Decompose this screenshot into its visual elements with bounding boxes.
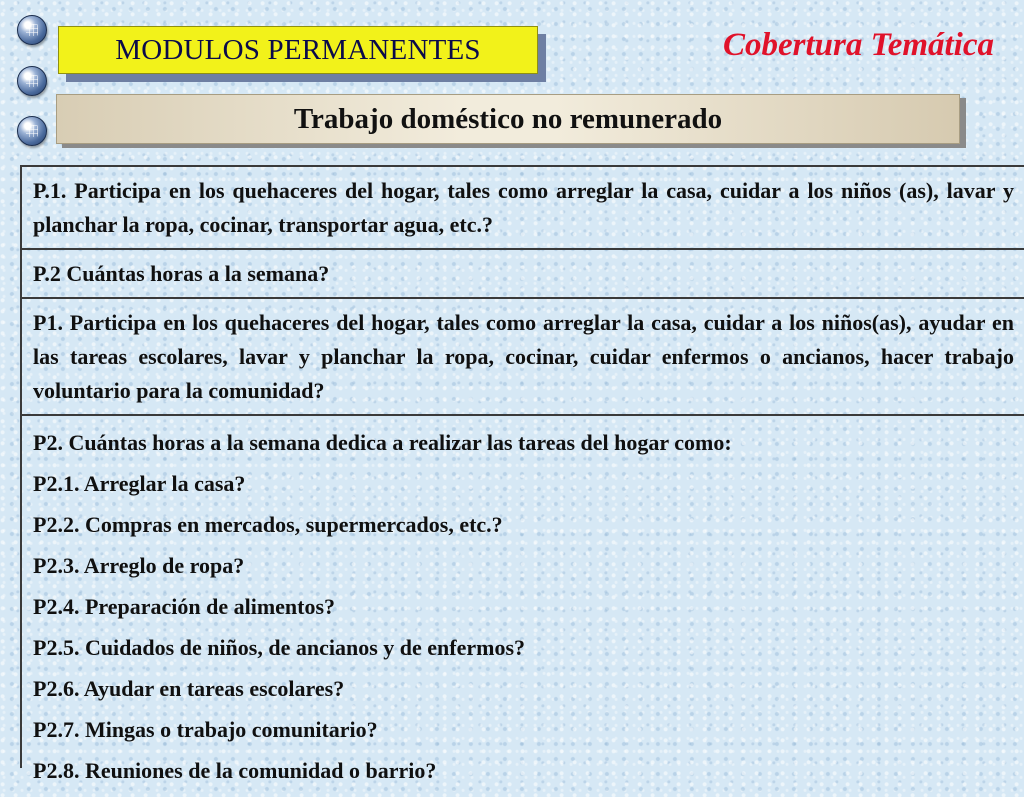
question-line: P2.7. Mingas o trabajo comunitario? xyxy=(33,717,378,742)
module-label: MODULOS PERMANENTES xyxy=(58,26,538,74)
table-row xyxy=(22,416,1024,797)
question-line: P2. Cuántas horas a la semana dedica a realizar las tareas del hogar como: xyxy=(33,430,732,455)
question-line: P2.8. Reuniones de la comunidad o barrio? xyxy=(33,758,437,783)
question-line: P2.6. Ayudar en tareas escolares? xyxy=(33,676,345,701)
question-line: P2.3. Arreglo de ropa? xyxy=(33,553,245,578)
question-line: P2.4. Preparación de alimentos? xyxy=(33,594,336,619)
question-line: P2.2. Compras en mercados, supermercados, etc.? xyxy=(33,512,503,537)
question-line: P2.1. Arreglar la casa? xyxy=(33,471,246,496)
table-row: P.1. Participa en los quehaceres del hogar, tales como arreglar la casa, cuidar a los niños (as), lavar y planchar la ropa, cocinar, transportar agua, etc.? xyxy=(22,167,1024,250)
table-row: P.2 Cuántas horas a la semana? xyxy=(22,250,1024,299)
question-line: P2.5. Cuidados de niños, de ancianos y de enfermos? xyxy=(33,635,526,660)
globe-bullet-icon xyxy=(17,116,47,146)
table-row: P1. Participa en los quehaceres del hogar, tales como arreglar la casa, cuidar a los niños(as), ayudar en las tareas escolares, lavar y planchar la ropa, cocinar, cuidar enfermos o ancianos, hacer trabajo voluntario para la comunidad? xyxy=(22,299,1024,416)
globe-bullet-icon xyxy=(17,66,47,96)
questions-table xyxy=(20,165,1024,783)
globe-bullet-icon xyxy=(17,15,47,45)
section-title: Cobertura Temática xyxy=(722,27,994,63)
page-subtitle: Trabajo doméstico no remunerado xyxy=(56,94,960,144)
